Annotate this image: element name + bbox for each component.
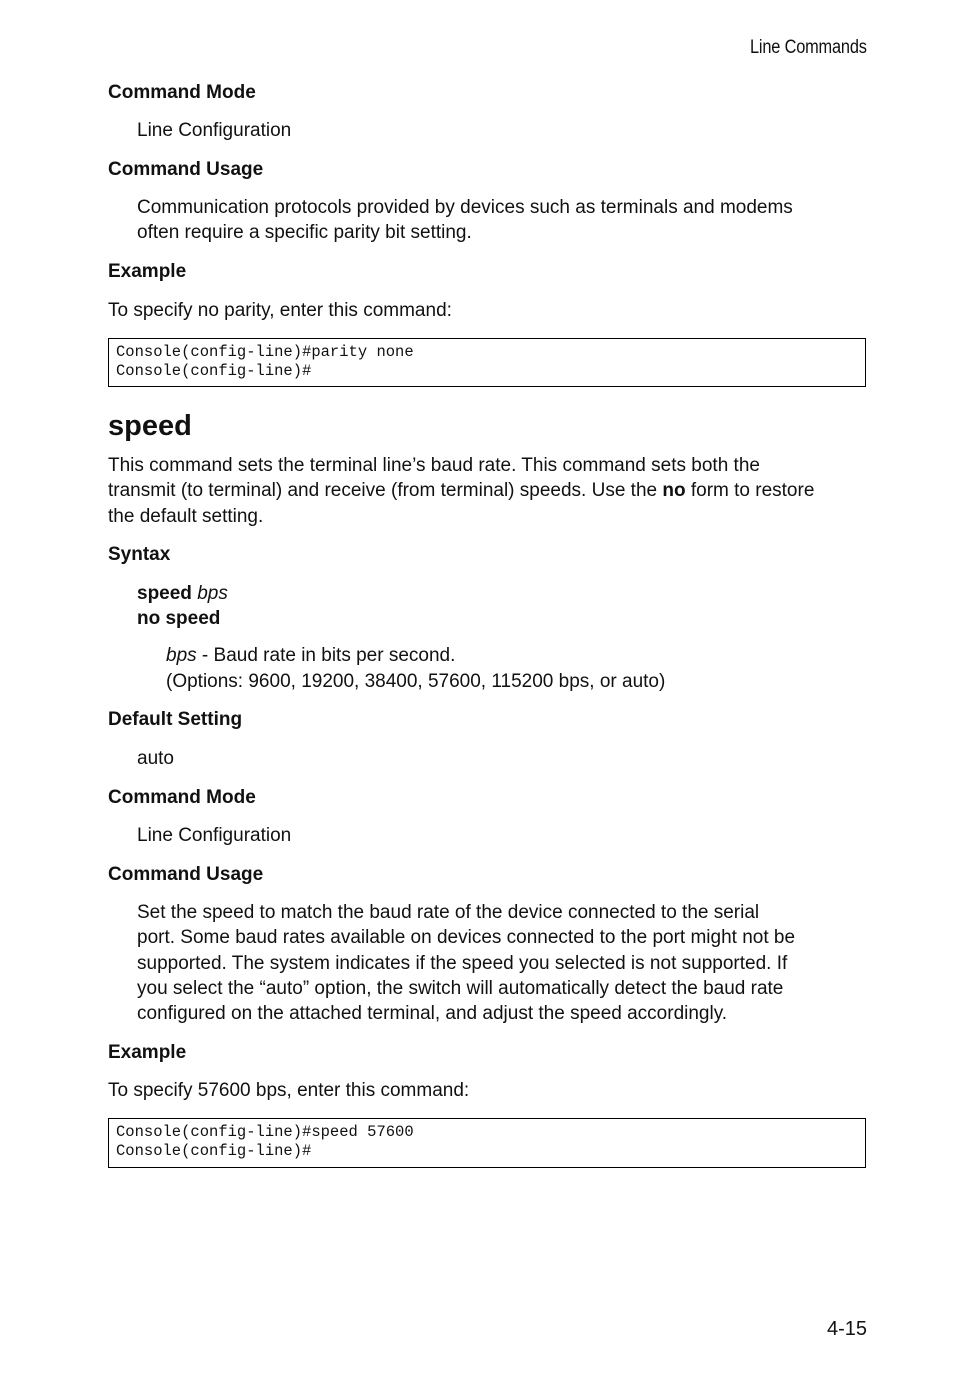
description-line: This command sets the terminal line’s baud rate. This command sets both the (108, 455, 760, 476)
parameter-description: bps - Baud rate in bits per second. (166, 645, 456, 666)
code-line: Console(config-line)# (116, 362, 312, 380)
usage-line: you select the “auto” option, the switch will automatically detect the baud rate (137, 978, 784, 999)
example-heading: Example (108, 261, 187, 282)
command-mode-heading: Command Mode (108, 82, 256, 103)
code-line: Console(config-line)#parity none (116, 343, 414, 361)
command-mode-heading: Command Mode (108, 787, 256, 808)
syntax-command: speed bps (137, 583, 228, 604)
code-example-box (108, 338, 866, 387)
description-line: the default setting. (108, 506, 264, 527)
usage-line: supported. The system indicates if the speed you selected is not supported. If (137, 953, 788, 974)
syntax-no-command: no speed (137, 608, 221, 629)
usage-line: Set the speed to match the baud rate of the device connected to the serial (137, 902, 760, 923)
code-line: Console(config-line)# (116, 1142, 312, 1160)
command-mode-value: Line Configuration (137, 825, 292, 846)
example-heading: Example (108, 1042, 187, 1063)
syntax-param: bps (197, 583, 228, 604)
description-line: transmit (to terminal) and receive (from terminal) speeds. Use the no form to restore (108, 480, 815, 501)
running-head: Line Commands (750, 37, 867, 58)
default-setting-value: auto (137, 748, 174, 769)
command-usage-line: often require a specific parity bit setting. (137, 222, 472, 243)
command-mode-value: Line Configuration (137, 120, 292, 141)
section-title-speed: speed (108, 410, 192, 442)
example-intro: To specify no parity, enter this command: (108, 300, 452, 321)
parameter-options: (Options: 9600, 19200, 38400, 57600, 115200 bps, or auto) (166, 671, 666, 692)
usage-line: configured on the attached terminal, and adjust the speed accordingly. (137, 1003, 728, 1024)
page-number: 4-15 (826, 1318, 867, 1340)
code-line: Console(config-line)#speed 57600 (116, 1123, 414, 1141)
usage-line: port. Some baud rates available on devices connected to the port might not be (137, 927, 796, 948)
code-example-box (108, 1118, 866, 1168)
keyword-no: no (662, 480, 686, 501)
command-usage-heading: Command Usage (108, 159, 264, 180)
syntax-heading: Syntax (108, 544, 171, 565)
example-intro: To specify 57600 bps, enter this command: (108, 1080, 470, 1101)
default-setting-heading: Default Setting (108, 709, 243, 730)
command-usage-line: Communication protocols provided by devices such as terminals and modems (137, 197, 793, 218)
command-usage-heading: Command Usage (108, 864, 264, 885)
